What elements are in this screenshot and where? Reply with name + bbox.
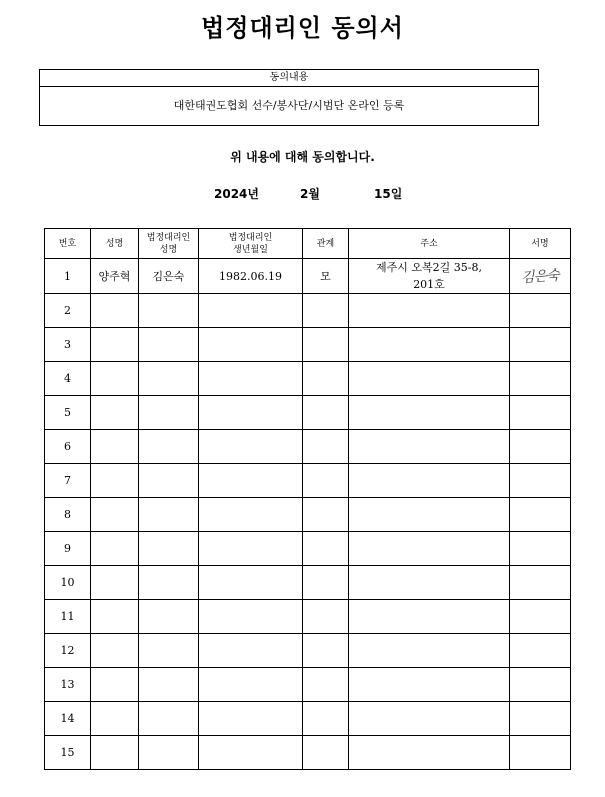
cell-address [349,362,510,396]
cell-relation [303,566,349,600]
cell-guardian-birth: 1982.06.19 [199,259,303,294]
cell-signature [510,736,571,770]
consent-header: 동의내용 [40,70,538,87]
cell-no: 2 [45,294,91,328]
consent-body: 대한태권도협회 선수/봉사단/시범단 온라인 등록 [173,99,405,112]
cell-guardian-name [139,566,199,600]
cell-guardian-name [139,362,199,396]
cell-address [349,702,510,736]
cell-no: 9 [45,532,91,566]
cell-signature [510,464,571,498]
cell-address-line1: 제주시 오복2길 35-8, [376,261,482,274]
cell-guardian-name [139,430,199,464]
cell-signature [510,294,571,328]
header-address: 주소 [349,229,510,259]
cell-no: 15 [45,736,91,770]
cell-relation: 모 [303,259,349,294]
cell-address [349,498,510,532]
header-relation: 관계 [303,229,349,259]
roster-table [44,228,571,770]
cell-signature [510,532,571,566]
cell-relation [303,532,349,566]
table-row [45,294,571,328]
cell-name [91,566,139,600]
cell-name [91,328,139,362]
cell-name [91,532,139,566]
table-row [45,464,571,498]
cell-address [349,396,510,430]
cell-name [91,464,139,498]
cell-guardian-name [139,600,199,634]
header-guardian-birth-line2: 생년월일 [233,244,268,255]
cell-name [91,430,139,464]
date-day: 15일 [374,187,403,201]
page-title: 법정대리인 동의서 [201,13,404,42]
cell-signature [510,566,571,600]
cell-name [91,294,139,328]
cell-signature [510,362,571,396]
table-row [45,328,571,362]
cell-name [91,736,139,770]
table-row [45,600,571,634]
cell-name [91,600,139,634]
cell-guardian-birth [199,430,303,464]
header-guardian-name-line1: 법정대리인 [146,232,191,243]
cell-no: 10 [45,566,91,600]
cell-name [91,362,139,396]
cell-guardian-birth [199,634,303,668]
cell-name: 양주혁 [91,259,139,294]
cell-address [349,294,510,328]
cell-no: 8 [45,498,91,532]
header-name: 성명 [91,229,139,259]
date-month: 2월 [300,187,320,201]
table-row [45,362,571,396]
cell-address [349,668,510,702]
date-year: 2024년 [214,187,259,201]
cell-guardian-name [139,702,199,736]
cell-address-line2: 201호 [413,278,445,291]
cell-guardian-birth [199,464,303,498]
cell-guardian-birth [199,294,303,328]
cell-guardian-name [139,396,199,430]
cell-signature [510,259,571,294]
cell-guardian-birth [199,566,303,600]
cell-guardian-name [139,464,199,498]
header-guardian-name-line2: 성명 [159,244,178,255]
cell-guardian-birth [199,736,303,770]
cell-signature [510,498,571,532]
cell-guardian-name [139,498,199,532]
table-row [45,430,571,464]
table-row [45,668,571,702]
header-guardian-name [139,229,199,259]
cell-address [349,600,510,634]
cell-relation [303,668,349,702]
cell-signature [510,702,571,736]
cell-guardian-birth [199,532,303,566]
cell-no: 12 [45,634,91,668]
cell-name [91,498,139,532]
header-guardian-birth-line1: 법정대리인 [228,232,273,243]
table-row [45,498,571,532]
cell-name [91,702,139,736]
cell-guardian-birth [199,328,303,362]
cell-guardian-birth [199,702,303,736]
cell-address [349,464,510,498]
table-row [45,566,571,600]
header-signature: 서명 [510,229,571,259]
cell-relation [303,498,349,532]
cell-no: 13 [45,668,91,702]
handwritten-signature: 김은숙 [520,267,560,287]
cell-no: 1 [45,259,91,294]
cell-no: 4 [45,362,91,396]
cell-name [91,634,139,668]
cell-relation [303,362,349,396]
cell-guardian-name [139,634,199,668]
cell-address [349,634,510,668]
table-row [45,532,571,566]
cell-guardian-name: 김은숙 [139,259,199,294]
cell-no: 3 [45,328,91,362]
cell-no: 7 [45,464,91,498]
cell-no: 11 [45,600,91,634]
cell-guardian-name [139,736,199,770]
cell-guardian-birth [199,668,303,702]
header-no: 번호 [45,229,91,259]
cell-relation [303,396,349,430]
consent-box [39,69,539,126]
cell-address [349,736,510,770]
cell-relation [303,736,349,770]
cell-no: 5 [45,396,91,430]
cell-guardian-name [139,328,199,362]
cell-signature [510,396,571,430]
cell-relation [303,600,349,634]
cell-guardian-birth [199,396,303,430]
cell-guardian-birth [199,362,303,396]
header-guardian-birth [199,229,303,259]
cell-signature [510,668,571,702]
cell-guardian-birth [199,600,303,634]
cell-relation [303,634,349,668]
cell-relation [303,328,349,362]
cell-address [349,430,510,464]
table-header-row [45,229,571,259]
cell-relation [303,294,349,328]
cell-guardian-birth [199,498,303,532]
cell-guardian-name [139,294,199,328]
cell-signature [510,430,571,464]
table-row [45,702,571,736]
cell-guardian-name [139,532,199,566]
cell-signature [510,600,571,634]
table-row [45,259,571,294]
table-row [45,396,571,430]
cell-address [349,566,510,600]
cell-address [349,532,510,566]
cell-address [349,328,510,362]
table-row [45,736,571,770]
cell-relation [303,430,349,464]
consent-statement: 위 내용에 대해 동의합니다. [230,150,375,164]
cell-relation [303,702,349,736]
cell-signature [510,328,571,362]
cell-relation [303,464,349,498]
cell-no: 6 [45,430,91,464]
cell-guardian-name [139,668,199,702]
cell-address [349,259,510,294]
cell-name [91,396,139,430]
cell-no: 14 [45,702,91,736]
cell-signature [510,634,571,668]
cell-name [91,668,139,702]
table-row [45,634,571,668]
